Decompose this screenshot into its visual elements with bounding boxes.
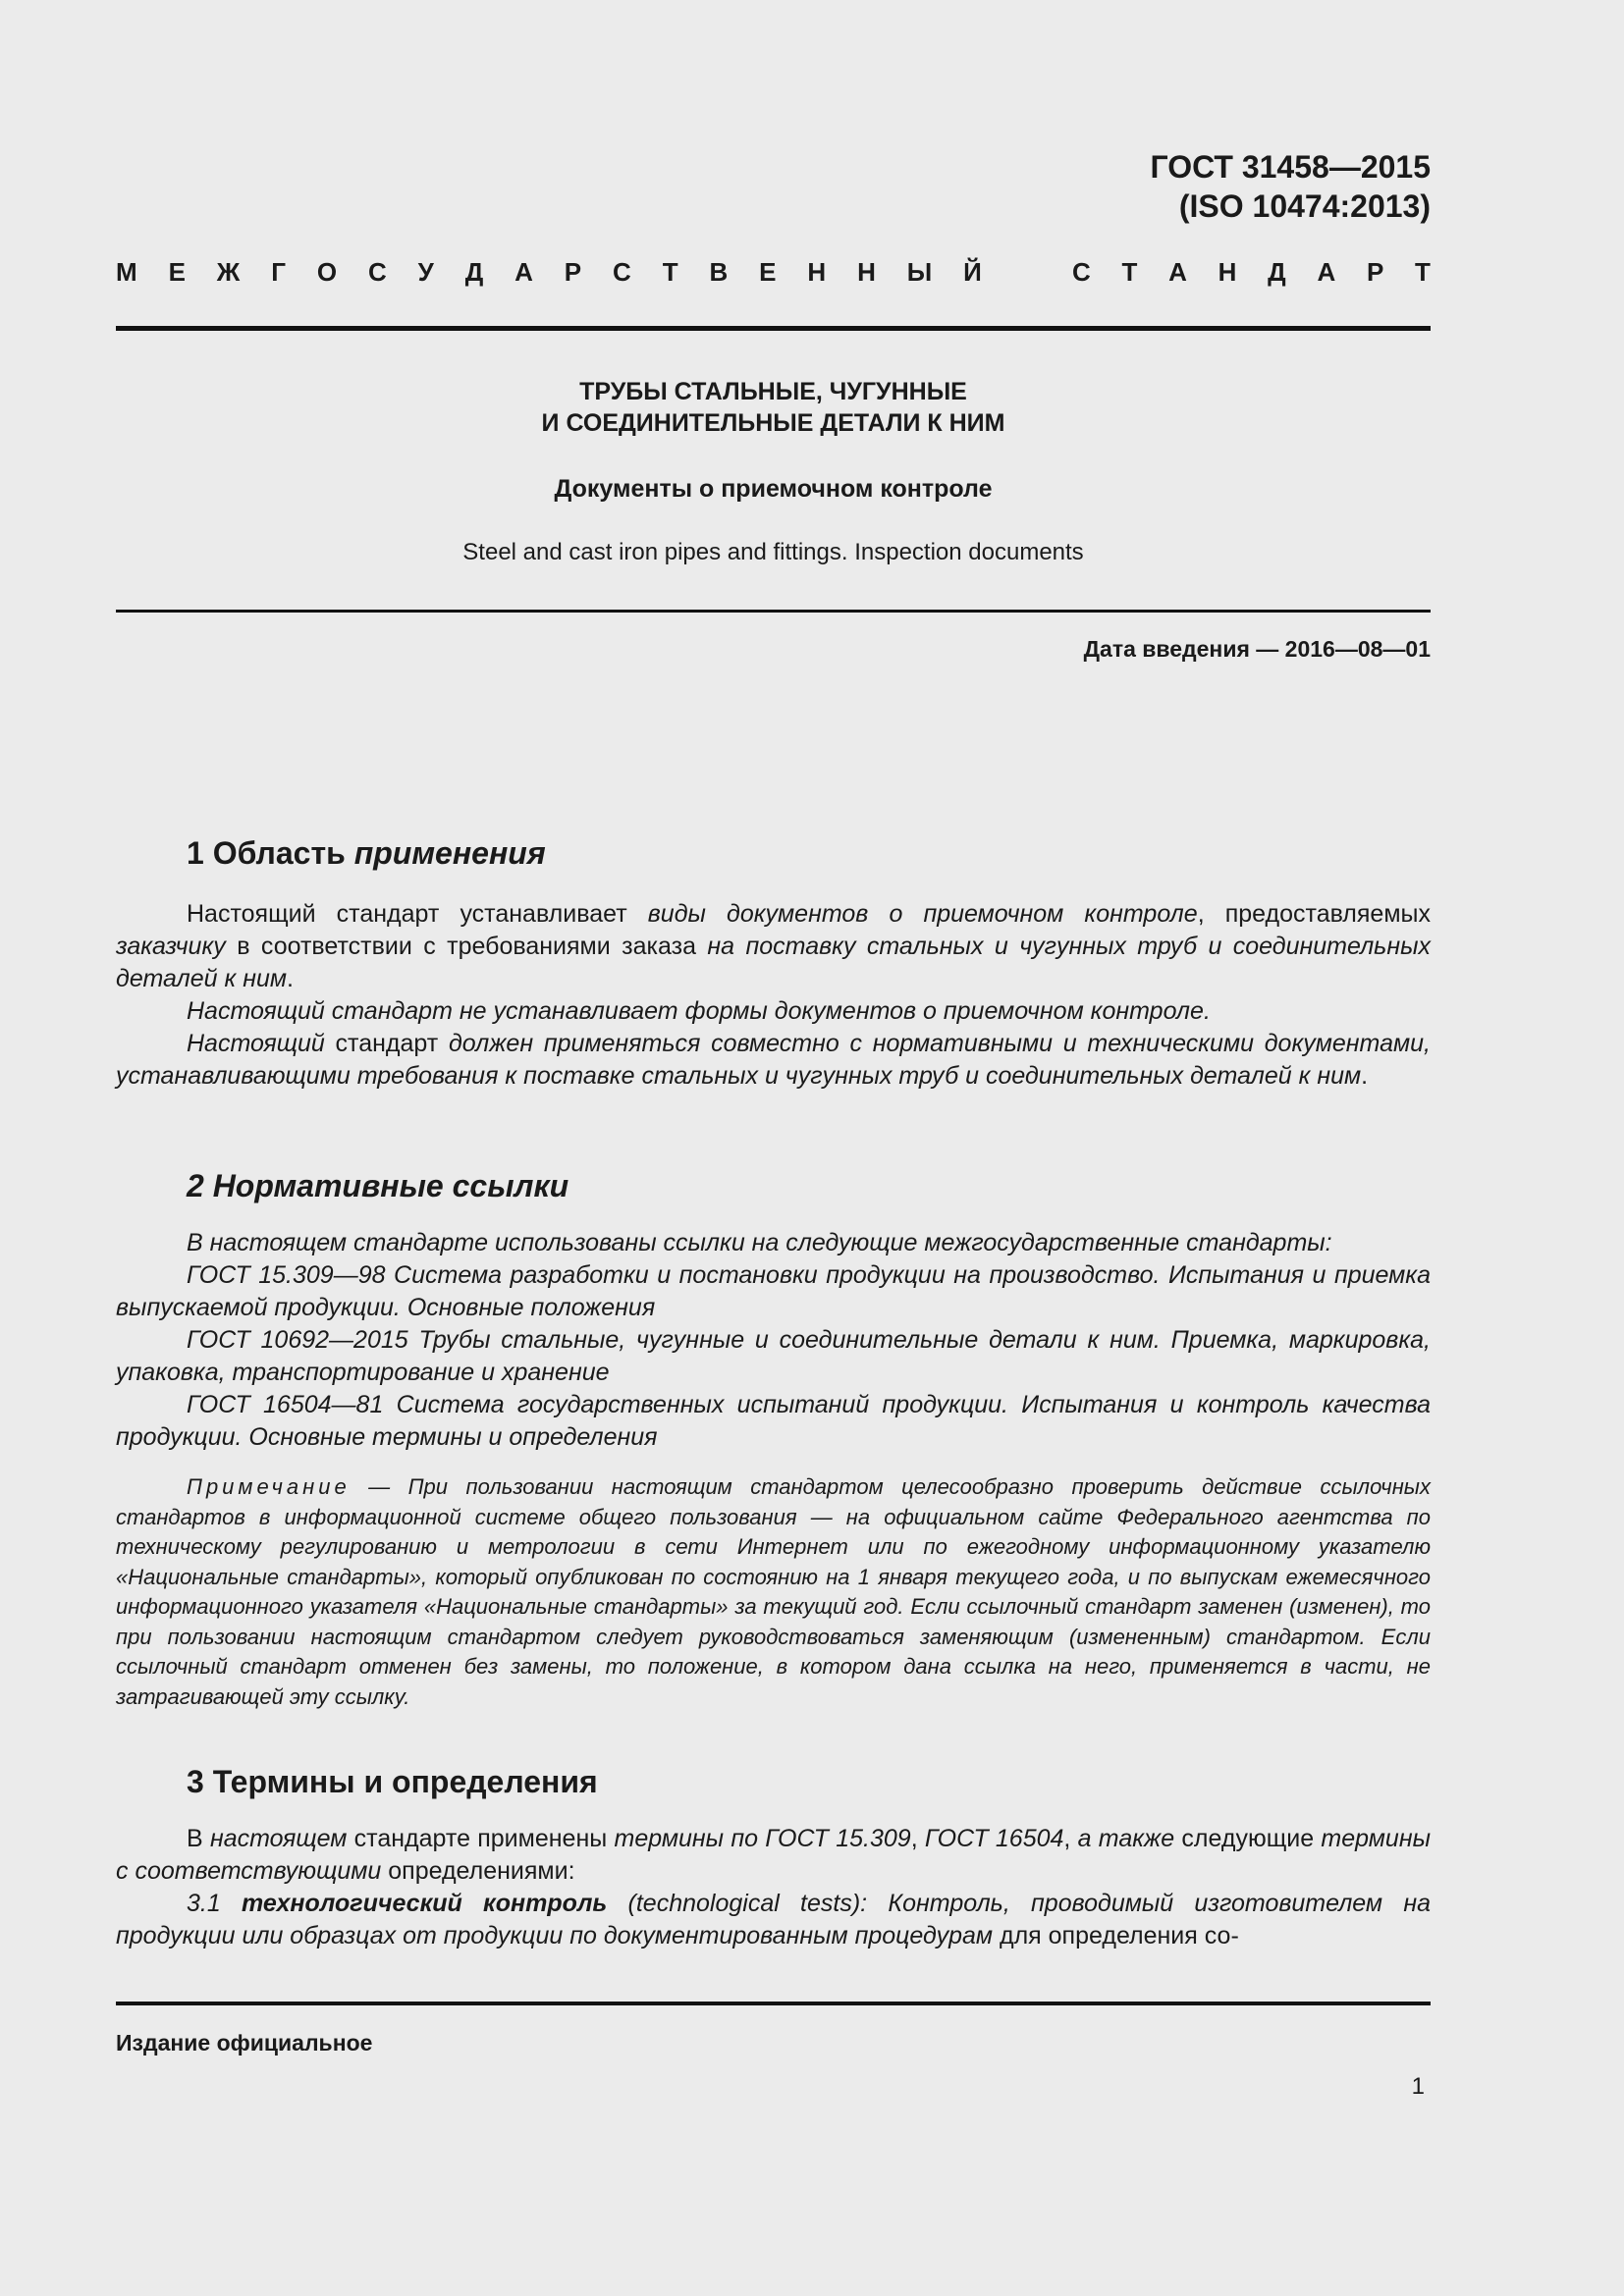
banner-word-1-letter: Г: [271, 257, 286, 287]
banner-word-1-letter: У: [417, 257, 434, 287]
section-3-heading: 3 Термины и определения: [187, 1764, 598, 1799]
section-1-paragraph-1-run: .: [287, 965, 294, 992]
document-title: [116, 376, 1431, 439]
section-1-body: [116, 898, 1431, 1093]
banner-word-1: [116, 257, 982, 288]
section-3-paragraph-1-run: а также: [1077, 1825, 1175, 1852]
section-3-paragraph-1-run: настоящем: [209, 1825, 348, 1852]
banner-word-2-letter: Р: [1366, 257, 1384, 287]
reference-2-text: ГОСТ 10692—2015 Трубы стальные, чугунные и соединительные детали к ним. Приемка, маркировка, упаковка, транспортирование и хранение: [116, 1326, 1431, 1386]
section-1-heading-italic: применения: [353, 835, 546, 871]
english-title: Steel and cast iron pipes and fittings. Inspection documents: [462, 539, 1084, 565]
banner-word-2-letter: Т: [1121, 257, 1138, 287]
banner-word-1-letter: С: [367, 257, 387, 287]
banner-word-1-letter: М: [116, 257, 137, 287]
banner-word-1-letter: Й: [963, 257, 982, 287]
section-1-paragraph-1-run: , предоставляемых: [1197, 900, 1431, 928]
footer-divider: [116, 2002, 1431, 2005]
thick-divider: [116, 326, 1431, 331]
section-3-paragraph-1-run: следующие: [1174, 1825, 1322, 1852]
title-line-1: ТРУБЫ СТАЛЬНЫЕ, ЧУГУННЫЕ: [579, 378, 967, 405]
title-divider: [116, 610, 1431, 613]
banner-word-1-letter: Е: [168, 257, 186, 287]
note-block: [116, 1472, 1431, 1712]
section-1-heading: [187, 835, 546, 872]
term-number: 3.1: [187, 1890, 243, 1917]
banner-word-2-letter: А: [1168, 257, 1187, 287]
term-3-1: [116, 1888, 1431, 1952]
section-1-paragraph-3: [116, 1028, 1431, 1093]
banner-word-1-letter: Ы: [906, 257, 933, 287]
term-definition: (technological tests): Контроль, проводимый изготовителем на продукции или образцах от продукции по документированным процедурам: [116, 1890, 1431, 1949]
term-definition-tail: для определения со-: [993, 1922, 1239, 1949]
section-1-paragraph-3-run: стандарт: [324, 1030, 449, 1057]
section-1-paragraph-1: [116, 898, 1431, 995]
gost-code: ГОСТ 31458—2015: [1150, 149, 1431, 185]
title-line-2: И СОЕДИНИТЕЛЬНЫЕ ДЕТАЛИ К НИМ: [541, 409, 1005, 437]
section-1-paragraph-1-run: Настоящий стандарт устанавливает: [187, 900, 648, 928]
banner-word-1-letter: Н: [857, 257, 876, 287]
section-3-paragraph-1-run: термины с соответствующими: [116, 1825, 1431, 1885]
banner-word-2-letter: Т: [1415, 257, 1431, 287]
banner-word-1-letter: С: [613, 257, 631, 287]
section-3-paragraph-1-run: стандарте применены: [347, 1825, 615, 1852]
iso-code: (ISO 10474:2013): [1178, 188, 1431, 224]
intro-date: Дата введения — 2016—08—01: [1083, 636, 1431, 662]
section-1-paragraph-2-text: Настоящий стандарт не устанавливает формы документов о приемочном контроле.: [187, 997, 1211, 1025]
section-2-body: [116, 1227, 1431, 1454]
section-2-heading: [187, 1168, 568, 1204]
section-3-paragraph-1-run: ,: [910, 1825, 925, 1852]
reference-1: [116, 1259, 1431, 1324]
section-3-paragraph-1-run: определениями:: [381, 1857, 575, 1885]
banner-word-1-letter: Р: [564, 257, 582, 287]
reference-2: [116, 1324, 1431, 1389]
section-3-paragraph-1-run: ГОСТ 16504: [924, 1825, 1064, 1852]
section-2-intro-text: В настоящем стандарте использованы ссылки на следующие межгосударственные стандарты:: [187, 1229, 1332, 1256]
section-1-paragraph-1-run: заказчику: [116, 933, 226, 960]
official-edition: Издание официальное: [116, 2030, 373, 2056]
banner-word-1-letter: Д: [464, 257, 484, 287]
section-1-paragraph-2: [116, 995, 1431, 1028]
reference-3-text: ГОСТ 16504—81 Система государственных испытаний продукции. Испытания и контроль качества продукции. Основные термины и определения: [116, 1391, 1431, 1451]
reference-1-text: ГОСТ 15.309—98 Система разработки и постановки продукции на производство. Испытания и приемка выпускаемой продукции. Основные положения: [116, 1261, 1431, 1321]
section-2-heading-text: 2 Нормативные ссылки: [187, 1168, 569, 1203]
note-paragraph: [116, 1472, 1431, 1712]
header-codes: [1150, 147, 1431, 226]
page-number: 1: [1411, 2073, 1425, 2100]
section-3-paragraph-1-run: ,: [1063, 1825, 1078, 1852]
reference-3: [116, 1389, 1431, 1454]
section-1-paragraph-3-run: должен применяться совместно с нормативными и техническими документами, устанавливающими требования к поставке стальных и чугунных труб и соединительных деталей к ним: [116, 1030, 1431, 1090]
banner-word-1-letter: В: [709, 257, 729, 287]
banner-word-1-letter: Ж: [216, 257, 241, 287]
section-3-paragraph-1-run: В: [187, 1825, 210, 1852]
document-subtitle: Документы о приемочном контроле: [554, 475, 993, 503]
banner-word-1-letter: Т: [662, 257, 678, 287]
banner-word-1-letter: О: [316, 257, 338, 287]
note-label: Примечание: [187, 1474, 351, 1499]
section-1-paragraph-1-run: на поставку стальных и чугунных труб и соединительных деталей к ним: [116, 933, 1431, 992]
section-1-paragraph-3-run: .: [1361, 1062, 1369, 1090]
term-name: технологический контроль: [242, 1890, 608, 1917]
section-1-paragraph-3-run: Настоящий: [187, 1030, 325, 1057]
banner-word-1-letter: А: [514, 257, 533, 287]
banner-word-1-letter: Н: [807, 257, 827, 287]
section-1-paragraph-1-run: виды документов о приемочном контроле: [647, 900, 1198, 928]
section-2-intro: [116, 1227, 1431, 1259]
section-1-number: 1 Область: [187, 835, 354, 871]
banner-word-1-letter: Е: [759, 257, 777, 287]
banner-word-2-letter: Н: [1218, 257, 1237, 287]
banner-word-2-letter: Д: [1268, 257, 1286, 287]
banner-word-2-letter: А: [1317, 257, 1336, 287]
note-text: — При пользовании настоящим стандартом целесообразно проверить действие ссылочных стандартов в информационной системе общего пользования — на официальном сайте Федерального агентства по техническому регулированию и метрологии в сети Интернет или по ежегодному информационному указателю «Национальные стандарты», который опубликован по состоянию на 1 января текущего года, и по выпускам ежемесячного информационного указателя «Национальные стандарты» за текущий год. Если ссылочный стандарт заменен (изменен), то при пользовании настоящим стандартом следует руководствоваться заменяющим (измененным) стандартом. Если ссылочный стандарт отменен без замены, то положение, в котором дана ссылка на него, применяется в части, не затрагивающей эту ссылку.: [116, 1474, 1431, 1709]
banner-word-2: [1072, 257, 1431, 288]
section-3-paragraph-1-run: термины по ГОСТ 15.309: [614, 1825, 911, 1852]
section-1-paragraph-1-run: в соответствии с требованиями заказа: [225, 933, 708, 960]
banner-word-2-letter: С: [1072, 257, 1091, 287]
standard-banner: [116, 257, 1431, 288]
section-3-paragraph-1: [116, 1823, 1431, 1888]
section-3-body: [116, 1823, 1431, 1952]
